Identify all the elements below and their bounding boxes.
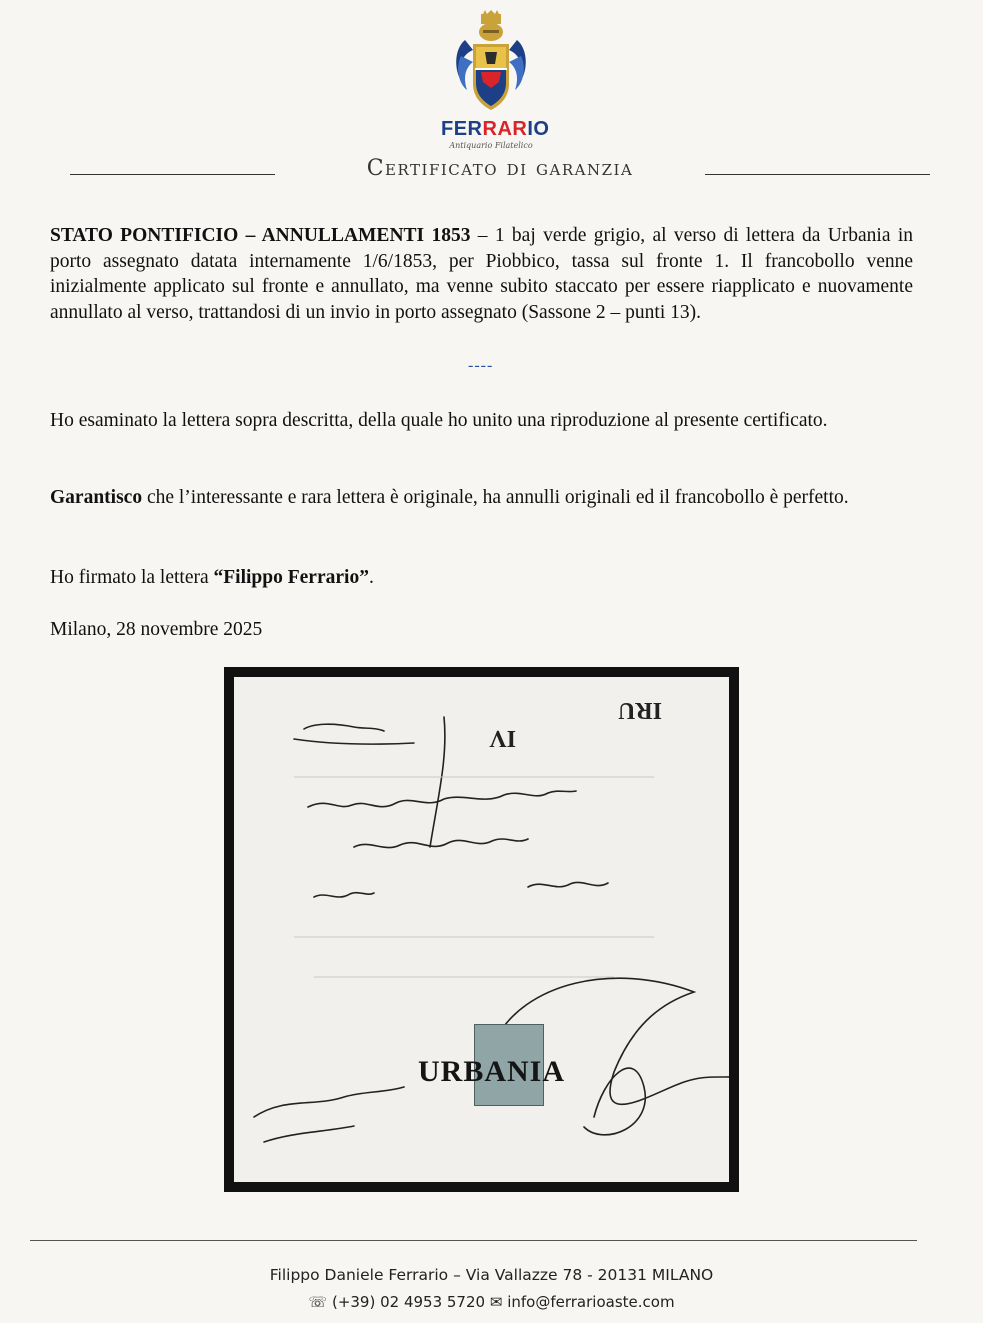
examination-paragraph: Ho esaminato la lettera sopra descritta, della quale ho unito una riproduzione al presente certificato. (50, 410, 828, 431)
signature-paragraph: Ho firmato la lettera “Filippo Ferrario”. (50, 567, 374, 588)
letter-image (234, 677, 729, 1182)
svg-text:IRU: IRU (617, 697, 662, 723)
brand-name: FERRARIO (441, 118, 550, 140)
title-rule-left (70, 174, 275, 175)
brand-tagline: Antiquario Filatelico (449, 141, 533, 150)
guarantee-text: che l’interessante e rara lettera è originale, ha annulli originali ed il francobollo è perfetto. (142, 487, 849, 508)
description-paragraph (50, 223, 913, 325)
guarantee-paragraph (50, 485, 913, 511)
signature-name: “Filippo Ferrario” (213, 567, 369, 588)
footer-email[interactable]: info@ferrarioaste.com (507, 1293, 675, 1311)
title-row (70, 152, 930, 192)
guarantee-heading: Garantisco (50, 487, 143, 508)
ferrario-logo (441, 10, 550, 150)
urbania-postmark: URBANIA (418, 1055, 566, 1088)
title-rule-right (705, 174, 930, 175)
footer-address: Via Vallazze 78 - 20131 MILANO (465, 1266, 714, 1284)
separator: ---- (468, 357, 494, 374)
description-heading: STATO PONTIFICIO – ANNULLAMENTI 1853 (50, 225, 471, 246)
phone-icon: ☏ (308, 1293, 328, 1311)
footer-address-line: Filippo Daniele Ferrario – Via Vallazze 78 - 20131 MILANO (269, 1266, 714, 1284)
footer-phone: (+39) 02 4953 5720 (331, 1293, 486, 1311)
description-text: – 1 baj verde grigio, al verso di lettera da Urbania in porto assegnato datata internamente 1/6/1853, per Piobbico, tassa sul fronte 1. Il francobollo venne inizialmente applicato sul fronte e annullato, ma venne subito staccato per essere riapplicato e nuovamente annullato al verso, trattandosi di un invio in porto assegnato (Sassone 2 – punti 13). (50, 225, 913, 323)
mail-icon: ✉ (489, 1293, 503, 1311)
footer-rule (30, 1240, 917, 1241)
svg-text:IV: IV (489, 725, 516, 751)
coat-of-arms-icon (451, 10, 531, 116)
certificate-title: Certificato di garanzia (366, 156, 634, 181)
footer-name: Filippo Daniele Ferrario (269, 1266, 449, 1284)
place-date: Milano, 28 novembre 2025 (50, 619, 263, 640)
letter-handwriting-icon (234, 677, 729, 1182)
footer-contact-line (0, 1293, 983, 1311)
letter-photo (224, 667, 739, 1192)
